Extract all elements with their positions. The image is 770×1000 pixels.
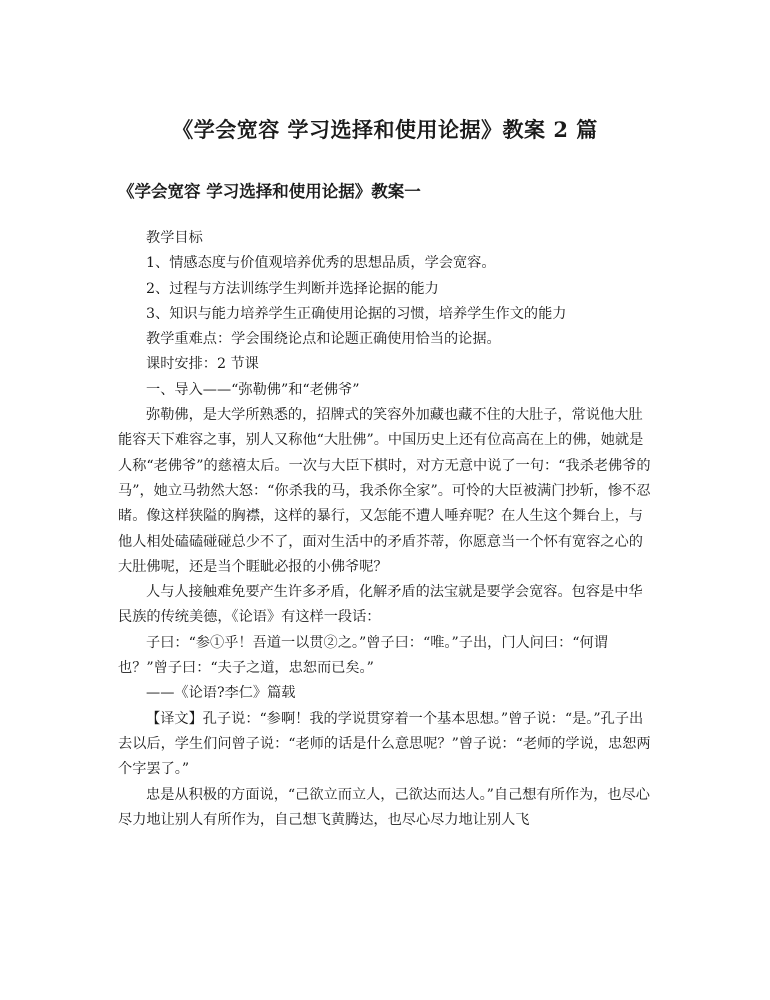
- paragraph-loyalty: 忠是从积极的方面说，“己欲立而立人，己欲达而达人。”自己想有所作为，也尽心尽力地让别人有所作为，自己想飞黄腾达，也尽心尽力地让别人飞: [118, 786, 650, 828]
- paragraph-translation: 【译文】孔子说：“参啊！我的学说贯穿着一个基本思想。”曾子说：“是。”孔子出去以后，学生们问曾子说：“老师的话是什么意思呢？”曾子说：“老师的学说，忠恕两个字罢了。”: [118, 710, 651, 778]
- paragraph-objective-2: 2、过程与方法训练学生判断并选择论据的能力: [146, 280, 439, 297]
- paragraph-intro-heading: 一、导入——“弥勒佛”和“老佛爷”: [146, 381, 360, 398]
- paragraph-schedule: 课时安排：2 节课: [146, 356, 259, 373]
- document-body: [118, 226, 654, 833]
- paragraph-analects-source: ——《论语?李仁》篇载: [146, 685, 296, 702]
- paragraph-objectives-heading: 教学目标: [146, 230, 203, 246]
- paragraph-key-points: 教学重难点：学会围绕论点和论题正确使用恰当的论据。: [146, 331, 501, 348]
- section-title: 《学会宽容 学习选择和使用论据》教案一: [118, 182, 421, 201]
- paragraph-objective-1: 1、情感态度与价值观培养优秀的思想品质，学会宽容。: [146, 255, 496, 272]
- paragraph-tolerance: 人与人接触难免要产生许多矛盾，化解矛盾的法宝就是要学会宽容。包容是中华民族的传统美德，《论语》有这样一段话：: [118, 584, 643, 626]
- paragraph-analects-quote: 子曰：“参①乎！吾道一以贯②之。”曾子曰：“唯。”子出，门人问曰：“何谓也？”曾子曰：“夫子之道，忠恕而已矣。”: [118, 634, 608, 677]
- paragraph-intro-body: 弥勒佛，是大学所熟悉的，招牌式的笑容外加藏也藏不住的大肚子，常说他大肚能容天下难容之事，别人又称他“大肚佛”。中国历史上还有位高高在上的佛，她就是人称“老佛爷”的慈禧太后。一次与大臣下棋时，对方无意中说了一句：“我杀老佛爷的马”，她立马勃然大怒：“你杀我的马，我杀你全家”。可怜的大臣被满门抄斩，惨不忍睹。像这样狭隘的胸襟，这样的暴行，又怎能不遭人唾弃呢？在人生这个舞台上，与他人相处磕磕碰碰总少不了，面对生活中的矛盾芥蒂，你愿意当一个怀有宽容之心的大肚佛呢，还是当个睚眦必报的小佛爷呢？: [118, 407, 651, 575]
- paragraph-objective-3: 3、知识与能力培养学生正确使用论据的习惯，培养学生作文的能力: [146, 305, 567, 322]
- document-title: 《学会宽容 学习选择和使用论据》教案 2 篇: [172, 117, 598, 142]
